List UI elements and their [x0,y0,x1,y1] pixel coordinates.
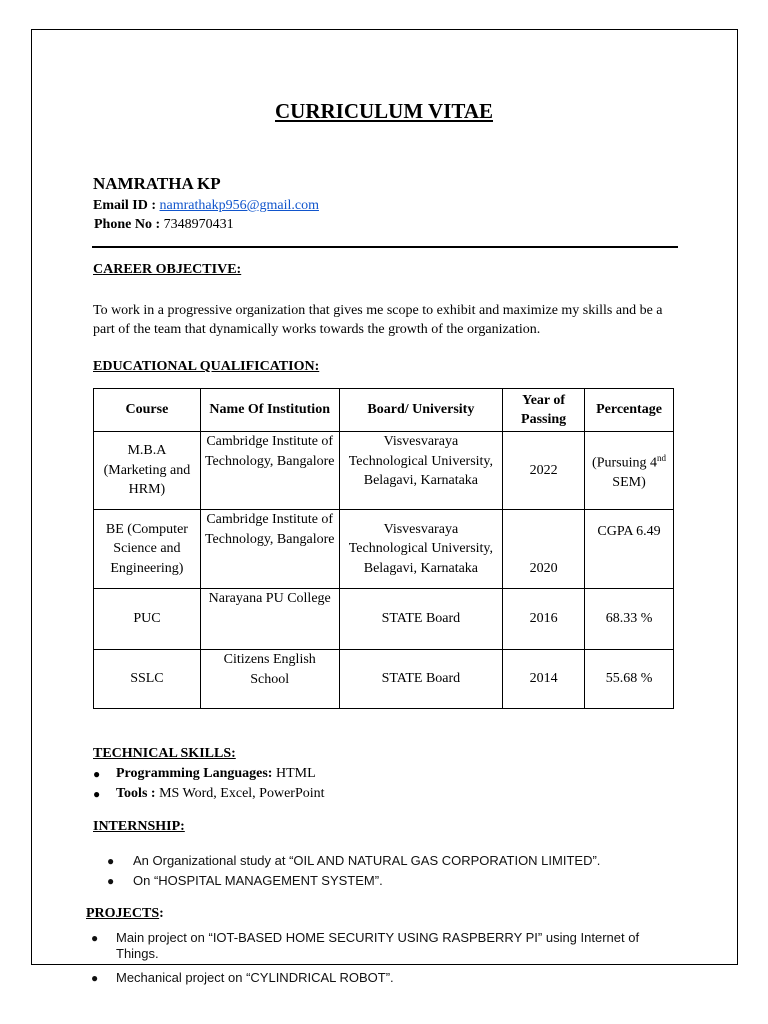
table-cell: 2022 [503,432,585,510]
list-item: ● Mechanical project on “CYLINDRICAL ROBOT”. [91,970,394,985]
bullet-icon: ● [91,931,99,945]
table-cell: STATE Board [339,650,503,709]
table-cell: CGPA 6.49 [585,510,674,589]
internship-heading: INTERNSHIP: [93,819,185,834]
table-cell: STATE Board [339,589,503,650]
table-cell: SSLC [94,650,201,709]
table-cell: 55.68 % [585,650,674,709]
education-heading: EDUCATIONAL QUALIFICATION: [93,359,320,374]
phone-number: 7348970431 [163,217,234,232]
table-row [94,432,674,510]
table-cell: 68.33 % [585,589,674,650]
header-divider [92,246,678,248]
document-title: CURRICULUM VITAE [275,99,493,123]
table-cell: Cambridge Institute of Technology, Bangalore [200,510,339,589]
table-cell: Visvesvaraya Technological University, Belagavi, Karnataka [339,510,503,589]
table-header: Year of Passing [503,389,585,432]
list-item: ● Tools : MS Word, Excel, PowerPoint [93,786,325,801]
projects-heading: PROJECTS: [86,906,164,921]
table-header: Course [94,389,201,432]
table-row [94,650,674,709]
bullet-icon: ● [93,767,101,781]
bullet-icon: ● [107,874,115,888]
table-cell: BE (Computer Science and Engineering) [94,510,201,589]
career-heading: CAREER OBJECTIVE: [93,262,242,277]
phone-line [94,217,234,233]
table-cell: Visvesvaraya Technological University, Belagavi, Karnataka [339,432,503,510]
table-cell: 2014 [503,650,585,709]
email-label: Email ID : [93,198,156,213]
table-header-row [94,389,674,432]
table-cell: PUC [94,589,201,650]
table-cell: Cambridge Institute of Technology, Bangalore [200,432,339,510]
bullet-icon: ● [91,971,99,985]
list-item: ● On “HOSPITAL MANAGEMENT SYSTEM”. [107,873,383,888]
table-cell: (Pursuing 4nd SEM) [585,432,674,510]
list-item: ● Programming Languages: HTML [93,766,316,781]
table-cell: 2020 [503,510,585,589]
email-link[interactable]: namrathakp956@gmail.com [159,198,319,213]
bullet-icon: ● [93,787,101,801]
table-row [94,510,674,589]
table-header: Board/ University [339,389,503,432]
bullet-icon: ● [107,854,115,868]
table-cell: Narayana PU College [200,589,339,650]
table-row [94,589,674,650]
table-cell: 2016 [503,589,585,650]
phone-label: Phone No : [94,217,161,232]
table-header: Name Of Institution [200,389,339,432]
table-cell: M.B.A (Marketing and HRM) [94,432,201,510]
table-header: Percentage [585,389,674,432]
candidate-name: NAMRATHA KP [93,174,221,193]
education-table [93,388,674,709]
list-item: ● An Organizational study at “OIL AND NATURAL GAS CORPORATION LIMITED”. [107,853,601,868]
email-line [93,198,319,214]
career-text: To work in a progressive organization that gives me scope to exhibit and maximize my skills and be a part of the team that dynamically works towards the growth of the organization. [93,303,663,337]
table-cell: Citizens English School [200,650,339,709]
skills-heading: TECHNICAL SKILLS: [93,746,236,761]
